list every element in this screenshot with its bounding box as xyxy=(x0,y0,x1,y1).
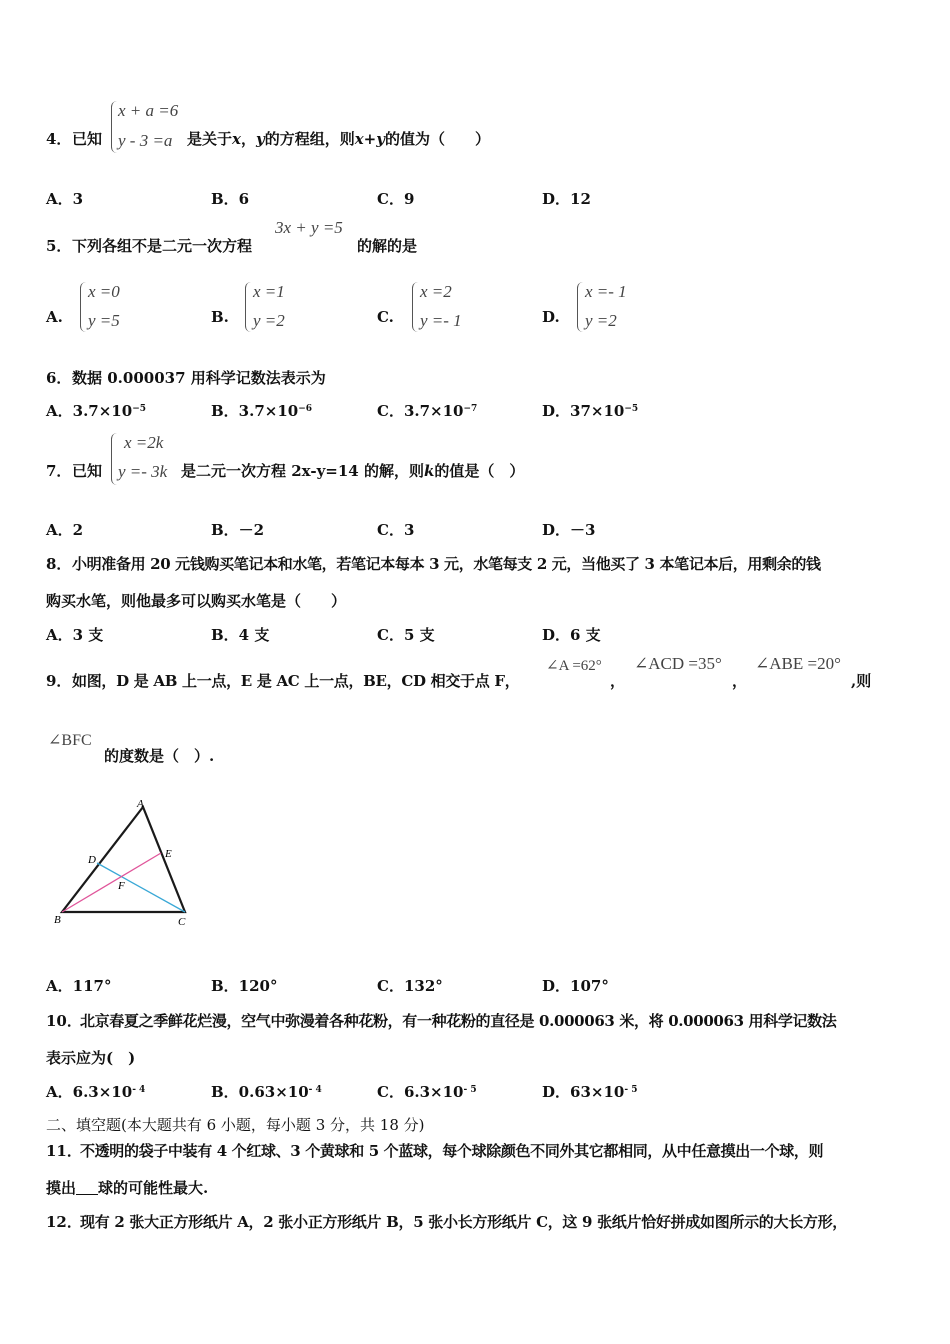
q7-eq1: x =2k xyxy=(124,433,164,452)
q5-option-c-brace xyxy=(412,282,418,332)
q5-number: 5． xyxy=(46,237,72,255)
q4-option-b: B．6 xyxy=(211,190,250,208)
q4-option-a: A．3 xyxy=(46,190,84,208)
q7-var-k: k xyxy=(423,462,435,480)
q4-post1: 的方程组，则 xyxy=(264,130,355,148)
q6-text: 数据 0.000037 用科学记数法表示为 xyxy=(72,369,326,387)
q4-option-d: D．12 xyxy=(542,190,591,208)
q9-text: 如图，D 是 AB 上一点，E 是 AC 上一点，BE，CD 相交于点 F， xyxy=(72,672,520,690)
q10-option-a-exp: - 4 xyxy=(132,1085,146,1095)
q12-line1: 现有 2 张大正方形纸片 A，2 张小正方形纸片 B，5 张小长方形纸片 C，这 9 张纸片恰好拼成如图所示的大长方形， xyxy=(80,1213,848,1231)
q6-option-d xyxy=(542,400,638,421)
q9-triangle-figure xyxy=(50,795,200,930)
section-2-title: 二、填空题(本大题共有 6 小题，每小题 3 分，共 18 分) xyxy=(46,1116,425,1134)
q6-option-a-exp: −5 xyxy=(132,404,146,414)
q7-post1: 是二元一次方程 2x-y=14 的解，则 xyxy=(181,462,424,480)
point-a-label: A xyxy=(137,798,144,810)
q5-option-c-label: C. xyxy=(377,308,394,326)
q6-option-b xyxy=(211,400,312,421)
q4-eq1: x + a =6 xyxy=(118,101,179,120)
q5-option-b-eq2: y =2 xyxy=(253,311,285,330)
q4-option-c: C．9 xyxy=(377,190,415,208)
q9-sep1: ， xyxy=(610,672,626,690)
q5-option-b-label: B. xyxy=(211,308,229,326)
point-d-label: D xyxy=(88,854,96,866)
q5-option-d-eq2: y =2 xyxy=(585,311,617,330)
q8-option-c: C．5 支 xyxy=(377,626,435,644)
q10-option-d-exp: - 5 xyxy=(624,1085,638,1095)
q9-ask: 的度数是（ ）. xyxy=(104,747,215,765)
q10-line1: 北京春夏之季鲜花烂漫，空气中弥漫着各种花粉，有一种花粉的直径是 0.000063 米，将 0.000063 用科学记数法 xyxy=(80,1012,837,1030)
q7-number: 7． xyxy=(46,462,72,480)
q6-option-a-base: A．3.7×10 xyxy=(46,402,133,420)
q6-option-c-exp: −7 xyxy=(463,404,478,414)
q7-option-b: B．－2 xyxy=(211,521,265,539)
q4-post2: 的值为（ ） xyxy=(384,130,490,148)
segment-be xyxy=(62,853,161,912)
q9-sep2: ， xyxy=(732,672,748,690)
q10-option-d-base: D．63×10 xyxy=(542,1083,625,1101)
q5-option-c-eq2: y =- 1 xyxy=(420,311,462,330)
q9-option-b: B．120° xyxy=(211,977,278,995)
q7-pre: 已知 xyxy=(72,462,103,480)
q5-pre: 下列各组不是二元一次方程 xyxy=(72,237,253,255)
point-f-label: F xyxy=(118,880,125,892)
q9-number: 9． xyxy=(46,672,72,690)
q7-option-c: C．3 xyxy=(377,521,415,539)
q11-number: 11． xyxy=(46,1142,82,1160)
point-e-label: E xyxy=(165,848,172,860)
point-c-label: C xyxy=(178,916,186,928)
q8-number: 8． xyxy=(46,555,72,573)
q10-option-a xyxy=(46,1081,145,1102)
q9-cond-angle-abe: ∠ABE =20° xyxy=(755,654,841,673)
q8-line2: 购买水笔，则他最多可以购买水笔是（ ） xyxy=(46,592,347,610)
q10-number: 10． xyxy=(46,1012,82,1030)
q9-option-a: A．117° xyxy=(46,977,112,995)
q5-equation: 3x + y =5 xyxy=(275,218,343,237)
q7-post2: 的值是（ ） xyxy=(434,462,525,480)
q4-var-y: y xyxy=(255,130,265,148)
q10-line2: 表示应为( ) xyxy=(46,1049,136,1067)
q7-brace xyxy=(111,433,117,485)
q10-option-c xyxy=(377,1081,477,1102)
q10-option-b xyxy=(211,1081,322,1102)
q5-option-c-eq1: x =2 xyxy=(420,282,452,301)
q11-line1: 不透明的袋子中装有 4 个红球、3 个黄球和 5 个蓝球，每个球除颜色不同外其它都相同，从中任意摸出一个球，则 xyxy=(80,1142,824,1160)
q9-cond-angle-acd: ∠ACD =35° xyxy=(634,654,722,673)
q11-line2-pre: 摸出 xyxy=(46,1179,77,1197)
q6-option-d-exp: −5 xyxy=(624,404,639,414)
q10-option-b-exp: - 4 xyxy=(308,1085,322,1095)
q6-option-b-exp: −6 xyxy=(298,404,313,414)
q11-line2-post: 球的可能性最大. xyxy=(98,1179,209,1197)
q5-option-d-brace xyxy=(577,282,583,332)
q6-option-c xyxy=(377,400,477,421)
q5-option-b-eq1: x =1 xyxy=(253,282,285,301)
q11-answer-blank xyxy=(76,1180,98,1195)
q5-option-d-eq1: x =- 1 xyxy=(585,282,627,301)
q10-option-a-base: A．6.3×10 xyxy=(46,1083,133,1101)
q12-number: 12． xyxy=(46,1213,82,1231)
q5-option-a-brace xyxy=(80,282,86,332)
q6-number: 6． xyxy=(46,369,72,387)
q4-comma: ， xyxy=(240,130,256,148)
q4-var-x: x xyxy=(232,130,241,148)
point-b-label: B xyxy=(54,914,61,926)
q6-option-c-base: C．3.7×10 xyxy=(377,402,464,420)
q8-option-d: D．6 支 xyxy=(542,626,601,644)
q7-option-a: A．2 xyxy=(46,521,84,539)
q8-line1: 小明准备用 20 元钱购买笔记本和水笔，若笔记本每本 3 元，水笔每支 2 元，当他买了 3 本笔记本后，用剩余的钱 xyxy=(72,555,821,573)
q9-option-d: D．107° xyxy=(542,977,609,995)
q9-cond-angle-a: ∠A =62° xyxy=(546,658,602,674)
q8-option-b: B．4 支 xyxy=(211,626,270,644)
q9-option-c: C．132° xyxy=(377,977,443,995)
q7-stem xyxy=(181,460,524,481)
q5-option-a-label: A. xyxy=(46,308,63,326)
q5-option-d-label: D. xyxy=(542,308,560,326)
q4-expr: x+y xyxy=(354,130,385,148)
q6-option-d-base: D．37×10 xyxy=(542,402,625,420)
q7-eq2: y =- 3k xyxy=(118,462,168,481)
q9-tail: ,则 xyxy=(851,672,872,690)
q6-option-b-base: B．3.7×10 xyxy=(211,402,299,420)
q9-target-angle: ∠BFC xyxy=(48,732,92,749)
segment-cd xyxy=(97,863,185,912)
q5-option-b-brace xyxy=(245,282,251,332)
q5-option-a-eq1: x =0 xyxy=(88,282,120,301)
q4-number: 4． xyxy=(46,130,72,148)
q4-eq2: y - 3 =a xyxy=(118,131,173,150)
q11-line2 xyxy=(46,1177,208,1198)
q10-option-d xyxy=(542,1081,637,1102)
q4-mid: 是关于 xyxy=(187,130,233,148)
q4-stem xyxy=(187,128,490,149)
q10-option-b-base: B．0.63×10 xyxy=(211,1083,309,1101)
q8-option-a: A．3 支 xyxy=(46,626,104,644)
q6-option-a xyxy=(46,400,146,421)
q4-pre: 已知 xyxy=(72,130,103,148)
q7-option-d: D．－3 xyxy=(542,521,596,539)
q4-brace xyxy=(111,101,117,153)
q5-post: 的解的是 xyxy=(357,237,418,255)
q10-option-c-exp: - 5 xyxy=(463,1085,477,1095)
q10-option-c-base: C．6.3×10 xyxy=(377,1083,464,1101)
q5-option-a-eq2: y =5 xyxy=(88,311,120,330)
